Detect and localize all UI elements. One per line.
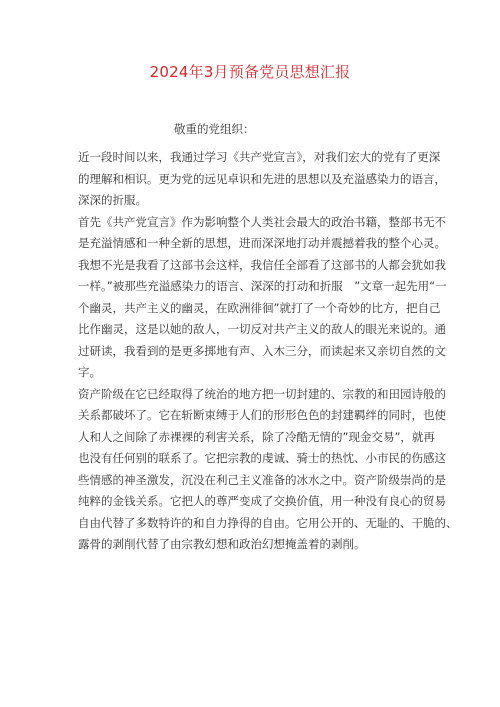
text-line: 字。: [78, 365, 101, 379]
paragraph-3: [78, 255, 447, 384]
text-line: 也没有任何别的联系了。它把宗教的虔诚、骑士的热忱、小市民的伤感这: [78, 451, 446, 465]
text-line: 一样。”被那些充溢感染力的语言、深深的打动和折服 ”文章一起先用“一: [78, 279, 447, 293]
salutation: 敬重的党组织：: [174, 122, 255, 136]
text-line: 自由代替了多数特许的和自力挣得的自由。它用公开的、无耻的、干脆的、: [78, 515, 458, 530]
text-line: 些情感的神圣激发，沉没在利己主义准备的冰水之中。资产阶级崇尚的是: [78, 472, 446, 487]
text-line: 我想不光是我看了这部书会这样，我信任全部看了这部书的人都会犹如我: [78, 257, 446, 272]
document-body: [78, 147, 458, 556]
text-line: 露骨的剥削代替了由宗教幻想和政治幻想掩盖着的剥削。: [78, 537, 366, 551]
text-line: 近一段时间以来，我通过学习《共产党宣言》，对我们宏大的党有了更深: [78, 150, 441, 164]
text-line: 的理解和相识。更为党的远见卓识和先进的思想以及充溢感染力的语言，: [78, 171, 446, 186]
text-line: 个幽灵，共产主义的幽灵，在欧洲徘徊”就打了一个奇妙的比方，把自己: [78, 300, 441, 315]
text-line: 过研读，我看到的是更多掷地有声、入木三分，而读起来又亲切自然的文: [78, 343, 446, 358]
text-line: 比作幽灵，这是以她的敌人，一切反对共产主义的敌人的眼光来说的。通: [78, 322, 446, 336]
text-line: 纯粹的金钱关系。它把人的尊严变成了交换价值，用一种没有良心的贸易: [78, 494, 446, 508]
text-line: 关系都破坏了。它在斩断束缚于人们的形形色色的封建羁绊的同时，也使: [78, 408, 446, 422]
text-line: 深深的折服。: [78, 193, 147, 207]
paragraph-1: [78, 147, 446, 212]
text-line: 人和人之间除了赤裸裸的利害关系，除了冷酷无情的”现金交易”，就再: [78, 429, 435, 444]
text-line: 资产阶级在它已经取得了统治的地方把一切封建的、宗教的和田园诗般的: [78, 386, 446, 401]
text-line: 是充溢情感和一种全新的思想，进而深深地打动并震撼着我的整个心灵。: [78, 236, 446, 250]
document-title: 2024年3月预备党员思想汇报: [149, 63, 351, 81]
text-line: 首先《共产党宣言》作为影响整个人类社会最大的政治书籍，整部书无不: [78, 214, 446, 229]
paragraph-4: [78, 384, 458, 556]
paragraph-2: [78, 212, 446, 255]
